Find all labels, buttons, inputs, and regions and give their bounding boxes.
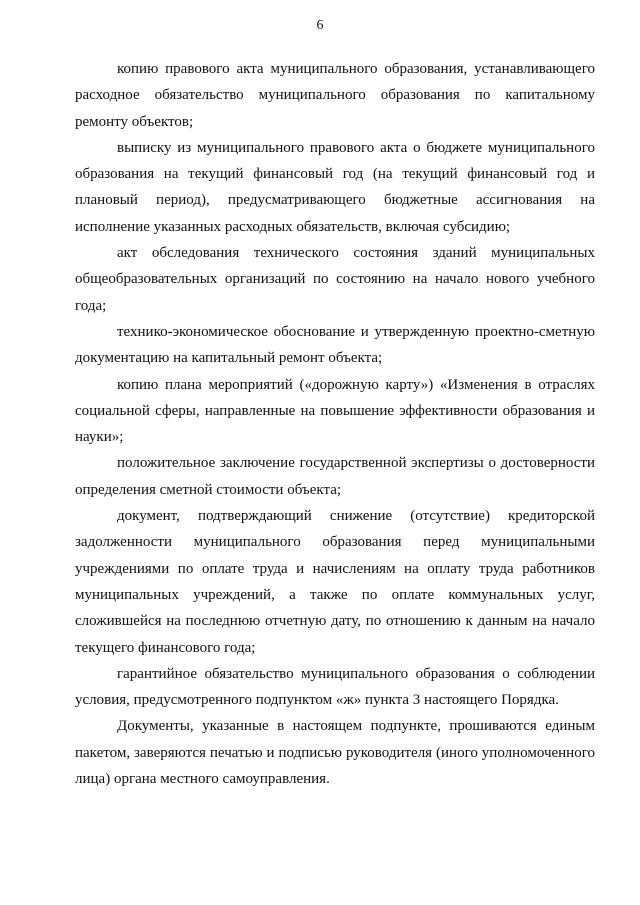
paragraph-7: документ, подтверждающий снижение (отсутствие) кредиторской задолженности муниципального образования перед муниципальными учреждениями по оплате труда и начислениям на оплату труда работников муниципальных учреждений, а также по оплате коммунальных услуг, сложившейся на последнюю отчетную дату, по отношению к данным на начало текущего финансового года; bbox=[75, 508, 595, 656]
paragraph-8: гарантийное обязательство муниципального образования о соблюдении условия, предусмотренного подпунктом «ж» пункта 3 настоящего Порядка. bbox=[75, 665, 595, 709]
document-body bbox=[75, 56, 595, 792]
page-number: 6 bbox=[316, 18, 324, 33]
paragraph-3: акт обследования технического состояния зданий муниципальных общеобразовательных организаций по состоянию на начало нового учебного года; bbox=[75, 245, 595, 314]
paragraph-5: копию плана мероприятий («дорожную карту») «Изменения в отраслях социальной сферы, направленные на повышение эффективности образования и науки»; bbox=[75, 376, 595, 446]
paragraph-4: технико-экономическое обоснование и утвержденную проектно-сметную документацию на капитальный ремонт объекта; bbox=[75, 323, 595, 367]
paragraph-6: положительное заключение государственной экспертизы о достоверности определения сметной стоимости объекта; bbox=[75, 455, 595, 498]
paragraph-9: Документы, указанные в настоящем подпункте, прошиваются единым пакетом, заверяются печатью и подписью руководителя (иного уполномоченного лица) органа местного самоуправления. bbox=[75, 718, 595, 788]
paragraph-2: выписку из муниципального правового акта о бюджете муниципального образования на текущий финансовый год (на текущий финансовый год и плановый период), предусматривающего бюджетные ассигнования на исполнение указанных расходных обязательств, включая субсидию; bbox=[75, 139, 595, 235]
paragraph-1: копию правового акта муниципального образования, устанавливающего расходное обязательство муниципального образования по капитальному ремонту объектов; bbox=[75, 61, 595, 130]
